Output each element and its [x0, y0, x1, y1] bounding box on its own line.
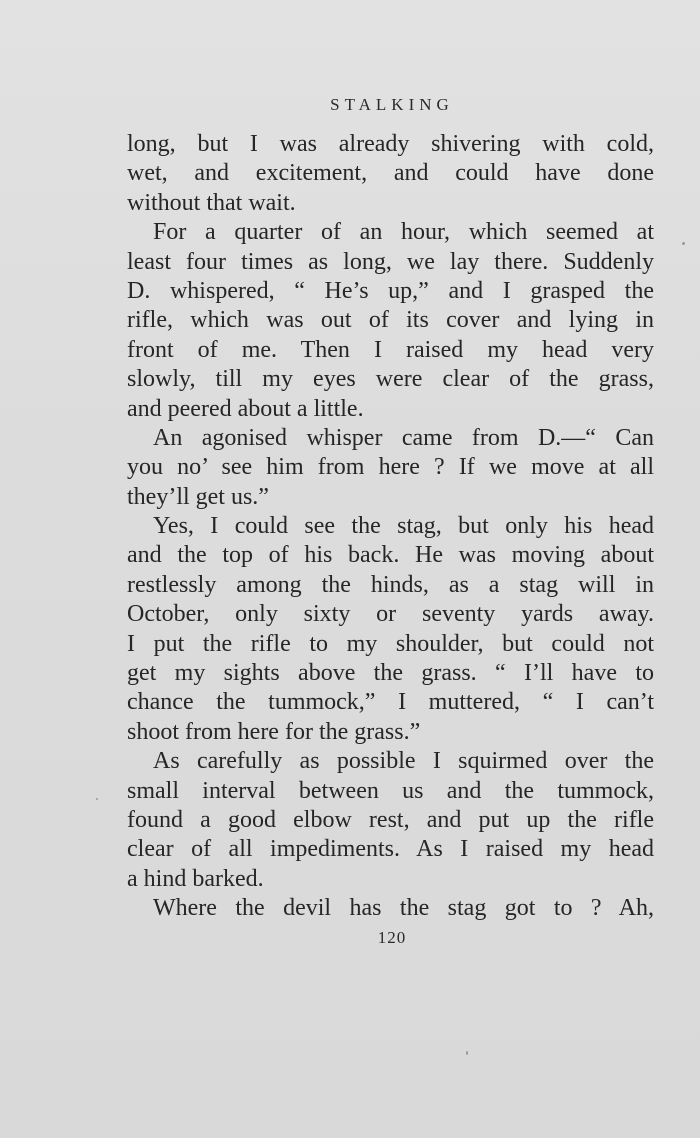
text-line: without that wait.: [127, 189, 296, 216]
paper-speck: [96, 798, 98, 800]
text-line: long, but I was already shivering with cold,: [127, 131, 654, 157]
text-line: small interval between us and the tummock,: [127, 777, 654, 804]
text-line: chance the tummock,” I muttered, “ I can’t: [127, 689, 654, 716]
text-line: you no’ see him from here ? If we move at all: [127, 454, 654, 481]
text-line: found a good elbow rest, and put up the rifle: [127, 806, 654, 833]
text-line: least four times as long, we lay there. Suddenly: [127, 248, 654, 275]
text-line: An agonised whisper came from D.—“ Can: [153, 424, 654, 451]
text-line: rifle, which was out of its cover and lying in: [127, 307, 654, 334]
text-line: Yes, I could see the stag, but only his head: [153, 513, 654, 540]
text-line: a hind barked.: [127, 865, 264, 892]
text-line: slowly, till my eyes were clear of the grass,: [127, 366, 654, 393]
text-line: October, only sixty or seventy yards away.: [127, 601, 654, 628]
running-head: STALKING: [330, 95, 454, 114]
text-line: I put the rifle to my shoulder, but could not: [127, 630, 654, 657]
page-number: 120: [377, 928, 407, 947]
text-line: and the top of his back. He was moving about: [127, 542, 654, 569]
text-line: clear of all impediments. As I raised my head: [127, 836, 654, 863]
paper-speck: [682, 242, 685, 245]
text-line: shoot from here for the grass.”: [127, 718, 421, 745]
text-line: restlessly among the hinds, as a stag will in: [127, 571, 654, 598]
text-line: For a quarter of an hour, which seemed at: [153, 219, 654, 246]
text-line: As carefully as possible I squirmed over the: [153, 748, 654, 775]
text-line: D. whispered, “ He’s up,” and I grasped the: [127, 277, 654, 304]
text-line: they’ll get us.”: [127, 483, 269, 510]
text-line: get my sights above the grass. “ I’ll have to: [127, 660, 654, 687]
text-line: front of me. Then I raised my head very: [127, 336, 654, 363]
text-line: Where the devil has the stag got to ? Ah,: [153, 895, 654, 922]
text-line: wet, and excitement, and could have done: [127, 160, 654, 187]
body-text: [127, 130, 654, 924]
paper-speck: [466, 1051, 468, 1055]
text-line: and peered about a little.: [127, 395, 364, 422]
